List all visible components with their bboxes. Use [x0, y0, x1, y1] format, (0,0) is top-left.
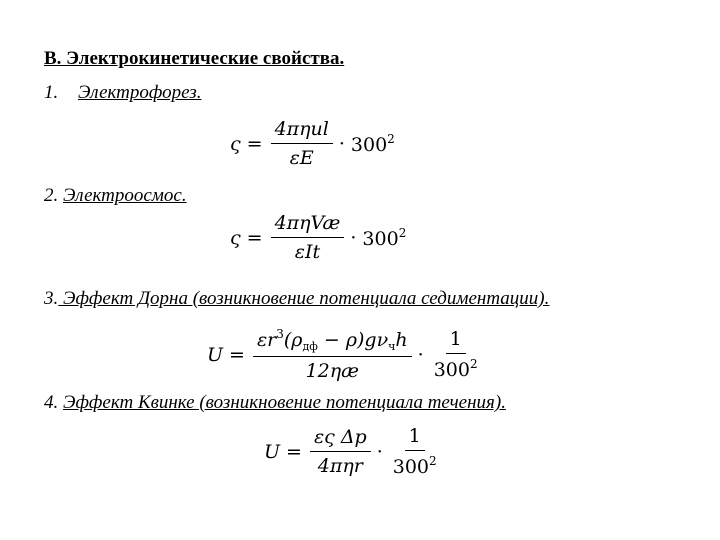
numerator-part: h [395, 329, 408, 351]
numerator [253, 327, 412, 357]
factor-exponent: 2 [387, 131, 395, 146]
u-symbol: U [207, 343, 224, 366]
item-label: Электроосмос. [63, 185, 187, 206]
formula-dorn-effect [207, 327, 482, 382]
factor-base: 300 [350, 133, 388, 156]
fraction [310, 426, 371, 477]
section-heading: В. Электрокинетические свойства. [44, 48, 345, 69]
fraction-second [389, 425, 441, 478]
fraction-second [430, 328, 482, 381]
zeta-symbol: ς [230, 132, 241, 155]
fraction [271, 212, 345, 263]
fraction [253, 327, 412, 382]
item-number: 1. [44, 82, 59, 103]
fraction [271, 118, 333, 169]
factor-base: 300 [362, 227, 399, 250]
equals-sign: = [286, 440, 302, 463]
equals-sign: = [229, 343, 245, 366]
zeta-symbol: ς [230, 226, 241, 249]
factor [351, 132, 395, 156]
numerator: 1 [405, 425, 425, 451]
item-label: Электрофорез. [78, 82, 202, 103]
denominator [389, 451, 441, 478]
u-symbol: U [264, 440, 281, 463]
equals-sign: = [246, 132, 263, 155]
denominator-exponent: 2 [429, 454, 437, 468]
list-item-dorn-effect [44, 288, 549, 310]
factor-exponent: 2 [398, 225, 407, 240]
numerator-part: − ρ)gν [317, 329, 389, 351]
list-item-electroosmosis [44, 185, 187, 207]
multiply-dot: · [350, 226, 357, 249]
denominator: εE [289, 147, 314, 169]
list-item-electrophoresis [44, 82, 201, 104]
numerator-subscript: дф [302, 340, 318, 353]
equals-sign: = [246, 226, 263, 249]
item-label: Эффект Квинке (возникновение потенциала течения). [63, 392, 506, 413]
formula-electroosmosis [230, 212, 406, 263]
denominator-base: 300 [392, 456, 430, 478]
denominator-base: 300 [433, 359, 470, 381]
numerator: 1 [446, 328, 466, 354]
item-number: 2. [44, 185, 59, 206]
item-number: 4. [44, 392, 59, 413]
factor [362, 226, 406, 250]
list-item-quincke-effect [44, 392, 506, 414]
denominator: εIt [294, 241, 321, 263]
item-label [58, 288, 549, 309]
denominator-exponent: 2 [469, 357, 478, 371]
formula-quincke-effect [264, 425, 441, 478]
numerator-part: εr [256, 329, 277, 351]
denominator [430, 354, 482, 381]
numerator-exponent: 3 [276, 327, 284, 341]
multiply-dot: · [417, 343, 424, 366]
numerator-part: (ρ [283, 329, 303, 351]
numerator: 4πηVæ [271, 212, 345, 238]
multiply-dot: · [338, 132, 345, 155]
numerator: ες Δp [310, 426, 371, 452]
numerator-subscript: ч [388, 340, 396, 353]
item-number: 3. [44, 288, 59, 309]
item-label-text: Эффект Дорна (возникновение потенциала седиментации). [63, 288, 550, 309]
denominator: 4πηr [317, 455, 363, 477]
denominator: 12ηæ [305, 360, 360, 382]
numerator: 4πηul [271, 118, 333, 144]
multiply-dot: · [376, 440, 383, 463]
formula-electrophoresis [230, 118, 395, 169]
